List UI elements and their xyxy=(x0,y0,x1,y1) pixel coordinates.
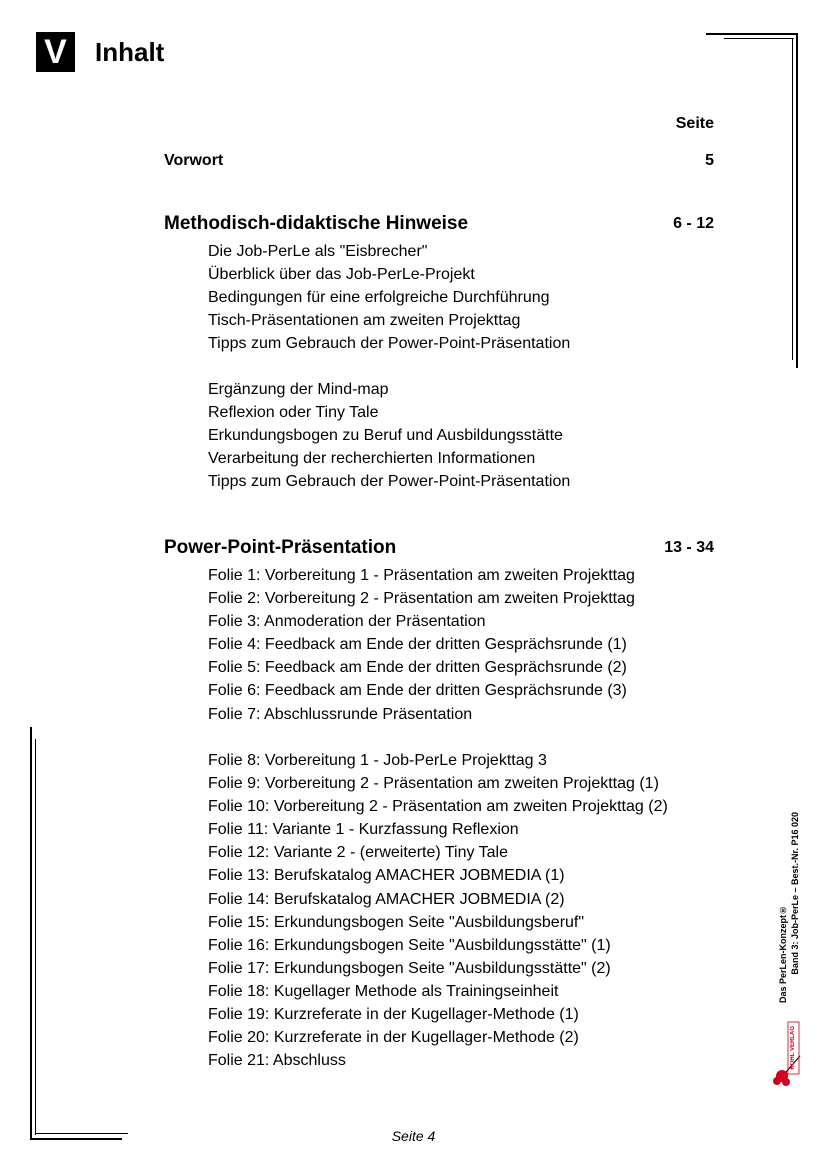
toc-item[interactable]: Folie 10: Vorbereitung 2 - Präsentation am zweiten Projekttag (2) xyxy=(208,798,668,816)
toc-item[interactable]: Tipps zum Gebrauch der Power-Point-Präsentation xyxy=(208,335,571,353)
toc-section-vorwort[interactable] xyxy=(164,152,714,170)
toc-section-hinweise[interactable] xyxy=(164,213,714,235)
toc-item[interactable]: Folie 13: Berufskatalog AMACHER JOBMEDIA (1) xyxy=(208,867,565,885)
toc-item[interactable]: Folie 7: Abschlussrunde Präsentation xyxy=(208,705,473,723)
toc-item[interactable]: Bedingungen für eine erfolgreiche Durchführung xyxy=(208,289,550,307)
toc-item[interactable]: Folie 19: Kurzreferate in der Kugellager-Methode (1) xyxy=(208,1006,579,1024)
toc-item[interactable]: Folie 18: Kugellager Methode als Trainingseinheit xyxy=(208,982,559,1000)
publisher-logo-mark xyxy=(772,1018,802,1088)
toc-list-folien-a xyxy=(208,564,635,726)
toc-item[interactable]: Die Job-PerLe als "Eisbrecher" xyxy=(208,243,428,260)
toc-item[interactable]: Folie 20: Kurzreferate in der Kugellager-Methode (2) xyxy=(208,1029,579,1047)
frame-line-top-outer xyxy=(706,33,797,35)
frame-line-right-outer xyxy=(796,33,798,368)
toc-item[interactable]: Überblick über das Job-PerLe-Projekt xyxy=(208,266,475,284)
toc-item[interactable]: Tisch-Präsentationen am zweiten Projekttag xyxy=(208,312,521,330)
toc-item[interactable]: Tipps zum Gebrauch der Power-Point-Präsentation xyxy=(208,473,571,491)
frame-line-left-inner xyxy=(35,739,36,1135)
side-label-series: Das PerLen-Konzept® xyxy=(778,905,788,1004)
page-title: Inhalt xyxy=(95,37,165,67)
toc-item[interactable]: Folie 8: Vorbereitung 1 - Job-PerLe Projekttag 3 xyxy=(208,752,547,769)
side-label-order-number: Band 3: Job-PerLe – Best.-Nr. P16 020 xyxy=(790,812,800,975)
toc-item[interactable]: Folie 5: Feedback am Ende der dritten Gesprächsrunde (2) xyxy=(208,659,627,677)
toc-list-folien-b xyxy=(208,749,668,1072)
toc-section-pages: 6 - 12 xyxy=(673,215,714,232)
chapter-badge: V xyxy=(36,32,75,72)
publisher-logo-text: KOHL VERLAG xyxy=(790,1026,796,1070)
toc-item[interactable]: Folie 16: Erkundungsbogen Seite "Ausbildungsstätte" (1) xyxy=(208,936,611,954)
toc-section-praesentation[interactable] xyxy=(164,537,714,559)
toc-item[interactable]: Folie 15: Erkundungsbogen Seite "Ausbildungsberuf" xyxy=(208,913,585,931)
toc-section-title: Power-Point-Präsentation xyxy=(164,537,397,558)
toc-item[interactable]: Verarbeitung der recherchierten Informationen xyxy=(208,450,536,468)
toc-item[interactable]: Folie 14: Berufskatalog AMACHER JOBMEDIA (2) xyxy=(208,890,565,908)
toc-item[interactable]: Folie 21: Abschluss xyxy=(208,1052,346,1070)
toc-list-hinweise-b xyxy=(208,378,570,493)
toc-section-pages: 13 - 34 xyxy=(664,539,714,556)
toc-section-title: Methodisch-didaktische Hinweise xyxy=(164,213,469,234)
publisher-logo xyxy=(772,1018,802,1088)
toc-item[interactable]: Folie 4: Feedback am Ende der dritten Gesprächsrunde (1) xyxy=(208,636,627,654)
toc-item[interactable]: Folie 17: Erkundungsbogen Seite "Ausbildungsstätte" (2) xyxy=(208,959,611,977)
toc-item[interactable]: Folie 1: Vorbereitung 1 - Präsentation am zweiten Projekttag xyxy=(208,567,635,584)
toc-item[interactable]: Folie 3: Anmoderation der Präsentation xyxy=(208,613,486,631)
page-number-footer: Seite 4 xyxy=(391,1128,436,1144)
toc-item[interactable]: Folie 9: Vorbereitung 2 - Präsentation am zweiten Projekttag (1) xyxy=(208,775,659,793)
frame-line-right-inner xyxy=(792,38,793,360)
toc-item[interactable]: Folie 6: Feedback am Ende der dritten Gesprächsrunde (3) xyxy=(208,682,627,700)
frame-line-left-outer xyxy=(30,727,32,1140)
page-column-header: Seite xyxy=(675,115,714,132)
toc-item[interactable]: Ergänzung der Mind-map xyxy=(208,381,389,398)
frame-line-top-inner xyxy=(724,38,794,39)
toc-section-title: Vorwort xyxy=(164,152,224,169)
toc-list-hinweise-a xyxy=(208,240,570,355)
toc-section-pages: 5 xyxy=(705,152,714,169)
toc-item[interactable]: Folie 11: Variante 1 - Kurzfassung Reflexion xyxy=(208,821,519,839)
toc-item[interactable]: Folie 2: Vorbereitung 2 - Präsentation am zweiten Projekttag xyxy=(208,590,635,608)
toc-item[interactable]: Reflexion oder Tiny Tale xyxy=(208,404,379,422)
toc-item[interactable]: Folie 12: Variante 2 - (erweiterte) Tiny Tale xyxy=(208,844,508,862)
toc-item[interactable]: Erkundungsbogen zu Beruf und Ausbildungsstätte xyxy=(208,427,563,445)
